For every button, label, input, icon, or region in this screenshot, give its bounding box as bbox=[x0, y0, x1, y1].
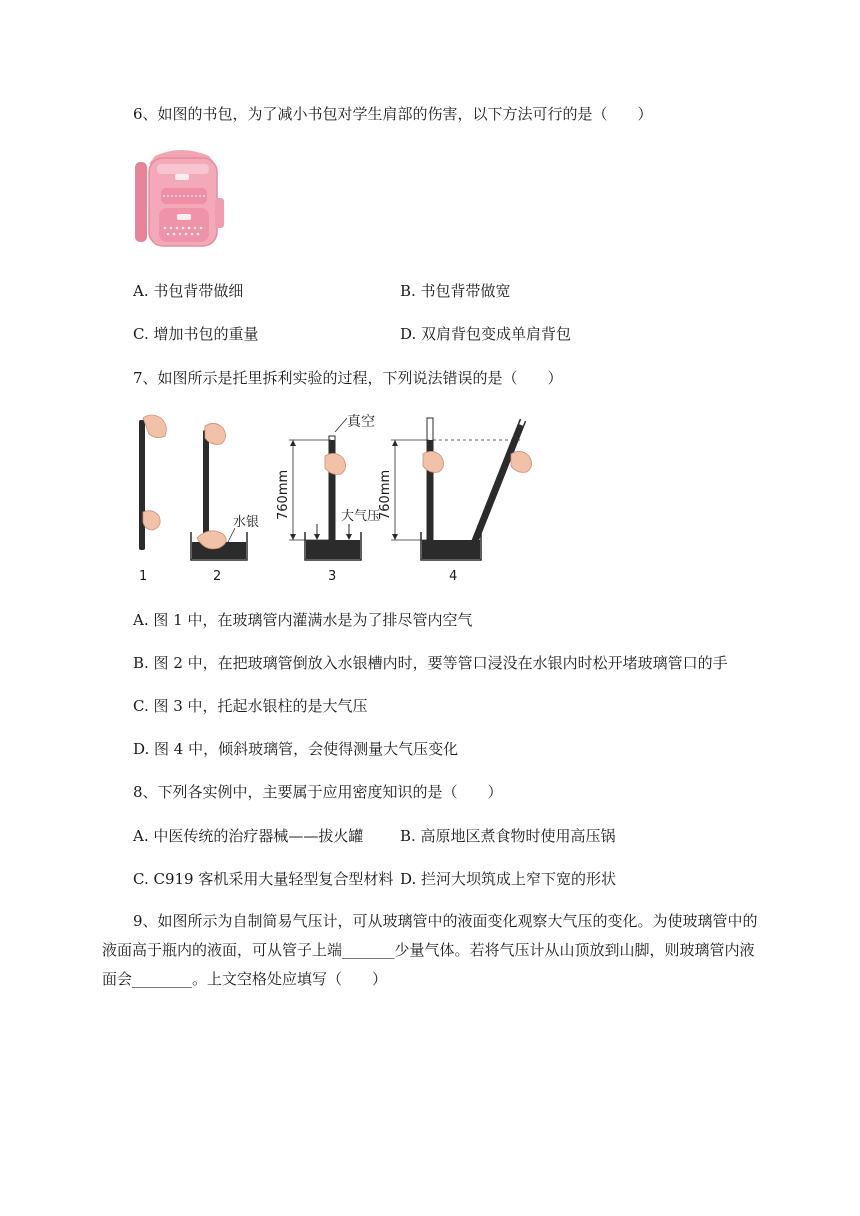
q7-option-d: D. 图 4 中，倾斜玻璃管，会使得测量大气压变化 bbox=[133, 740, 459, 758]
q7-option-b: B. 图 2 中，在把玻璃管倒放入水银槽内时，要等管口浸没在水银内时松开堵玻璃管口的手 bbox=[133, 654, 728, 672]
panel-3-hand bbox=[325, 453, 346, 474]
panel-4-hand-right bbox=[511, 451, 532, 472]
panel-1-tube bbox=[139, 420, 145, 550]
q7-option-c: C. 图 3 中，托起水银柱的是大气压 bbox=[133, 697, 368, 715]
q6-option-b: B. 书包背带做宽 bbox=[400, 282, 511, 300]
panel-2-tube bbox=[203, 430, 209, 548]
panel-3-height-label: 760mm bbox=[276, 469, 291, 520]
panel-1-hand-top bbox=[143, 415, 166, 438]
q6-option-c: C. 增加书包的重量 bbox=[133, 325, 259, 343]
q7-option-a: A. 图 1 中，在玻璃管内灌满水是为了排尽管内空气 bbox=[133, 611, 473, 629]
atmospheric-pressure-label: 大气压 bbox=[341, 509, 381, 524]
panel-4-label: 4 bbox=[449, 569, 458, 584]
backpack-image bbox=[127, 144, 235, 258]
q9-stem: 9、如图所示为自制简易气压计，可从玻璃管中的液面变化观察大气压的变化。为使玻璃管中的液面高于瓶内的液面，可从管子上端_______少量气体。若将气压计从山顶放到山脚，则玻璃管内液面会________。上文空格处应填写（ ） bbox=[102, 912, 758, 988]
torricelli-experiment-figure bbox=[125, 406, 545, 588]
q8-option-a: A. 中医传统的治疗器械——拔火罐 bbox=[133, 827, 364, 845]
q8-stem: 8、下列各实例中，主要属于应用密度知识的是（ ） bbox=[133, 783, 503, 801]
q6-option-a: A. 书包背带做细 bbox=[133, 282, 244, 300]
panel-2-hand-top bbox=[205, 423, 226, 444]
panel-1-label: 1 bbox=[139, 569, 148, 584]
q8-option-b: B. 高原地区煮食物时使用高压锅 bbox=[400, 827, 616, 845]
panel-4-hand-left bbox=[423, 451, 444, 472]
q6-stem: 6、如图的书包，为了减小书包对学生肩部的伤害，以下方法可行的是（ ） bbox=[133, 105, 653, 123]
panel-2-label: 2 bbox=[213, 569, 222, 584]
q8-option-d: D. 拦河大坝筑成上窄下宽的形状 bbox=[400, 870, 617, 888]
panel-1-hand-bottom bbox=[143, 511, 160, 530]
vacuum-label: 真空 bbox=[347, 414, 375, 430]
q8-option-c: C. C919 客机采用大量轻型复合型材料 bbox=[133, 870, 394, 888]
q7-stem: 7、如图所示是托里拆利实验的过程，下列说法错误的是（ ） bbox=[133, 369, 563, 387]
q6-option-d: D. 双肩背包变成单肩背包 bbox=[400, 325, 572, 343]
panel-3-label: 3 bbox=[328, 569, 337, 584]
panel-4-height-label: 760mm bbox=[378, 469, 393, 520]
panel-4-tilted-tube bbox=[473, 420, 523, 546]
mercury-label: 水银 bbox=[233, 515, 260, 530]
